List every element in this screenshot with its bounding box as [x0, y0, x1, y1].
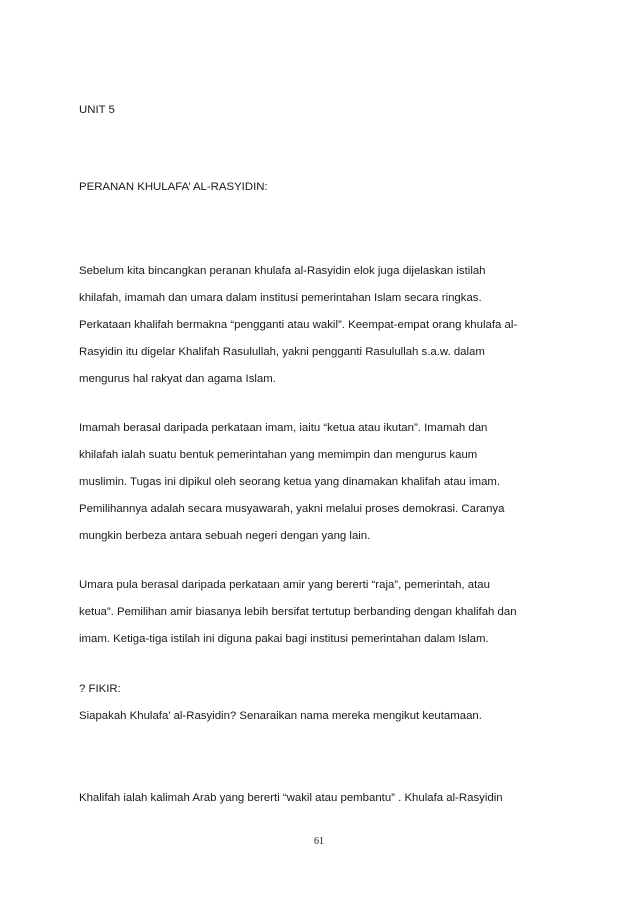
final-paragraph-line: Khalifah ialah kalimah Arab yang bererti “wakil atau pembantu” . Khulafa al-Rasyidin — [79, 792, 503, 804]
fikir-label: ? FIKIR: — [79, 683, 121, 695]
paragraph-line: ketua”. Pemilihan amir biasanya lebih bersifat tertutup berbanding dengan khalifah dan — [79, 606, 517, 618]
paragraph-line: Rasyidin itu digelar Khalifah Rasulullah, yakni pengganti Rasulullah s.a.w. dalam — [79, 346, 485, 358]
paragraph-line: mengurus hal rakyat dan agama Islam. — [79, 373, 276, 385]
fikir-question: Siapakah Khulafa’ al-Rasyidin? Senaraikan nama mereka mengikut keutamaan. — [79, 710, 482, 722]
unit-heading: UNIT 5 — [79, 104, 115, 116]
paragraph-line: Pemilihannya adalah secara musyawarah, yakni melalui proses demokrasi. Caranya — [79, 503, 505, 515]
section-heading: PERANAN KHULAFA’ AL-RASYIDIN: — [79, 181, 268, 193]
paragraph-line: khilafah, imamah dan umara dalam institusi pemerintahan Islam secara ringkas. — [79, 292, 482, 304]
page-number: 61 — [314, 836, 324, 847]
paragraph-line: imam. Ketiga-tiga istilah ini diguna pakai bagi institusi pemerintahan dalam Islam. — [79, 633, 489, 645]
paragraph-line: Perkataan khalifah bermakna “pengganti atau wakil”. Keempat-empat orang khulafa al- — [79, 319, 518, 331]
paragraph-line: muslimin. Tugas ini dipikul oleh seorang ketua yang dinamakan khalifah atau imam. — [79, 476, 501, 488]
paragraph-line: Sebelum kita bincangkan peranan khulafa al-Rasyidin elok juga dijelaskan istilah — [79, 265, 486, 277]
paragraph-line: Imamah berasal daripada perkataan imam, iaitu “ketua atau ikutan”. Imamah dan — [79, 422, 488, 434]
paragraph-line: mungkin berbeza antara sebuah negeri dengan yang lain. — [79, 530, 371, 542]
paragraph-line: Umara pula berasal daripada perkataan amir yang bererti “raja”, pemerintah, atau — [79, 579, 490, 591]
paragraph-line: khilafah ialah suatu bentuk pemerintahan yang memimpin dan mengurus kaum — [79, 449, 478, 461]
